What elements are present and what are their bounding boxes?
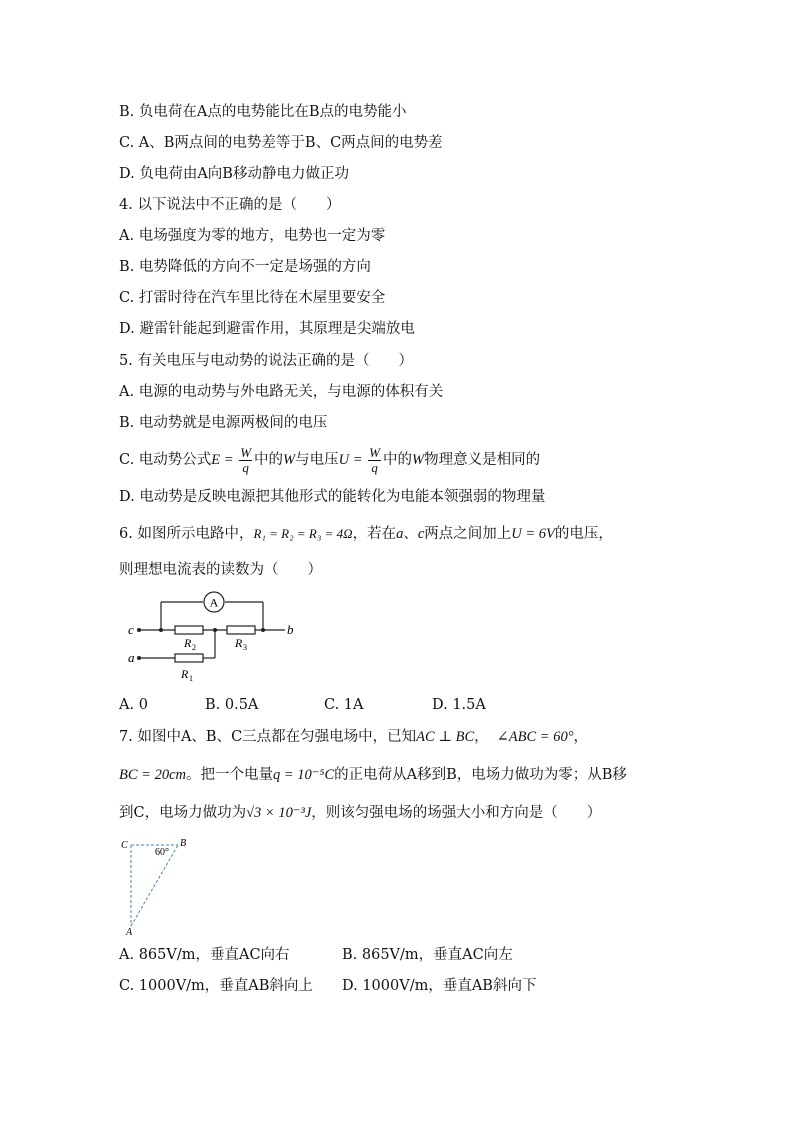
q7-formula-charge: q = 10⁻⁵C [272,767,335,783]
q6-option-b: B. 0.5A [205,697,259,713]
q4-stem: 4. 以下说法中不正确的是（ ） [119,197,341,213]
r3-label: R [235,636,243,650]
r3-subscript: 3 [243,643,247,652]
q6-stem-part3: 、 [403,526,418,542]
q4-option-c: C. 打雷时待在汽车里比待在木屋里要安全 [119,290,386,306]
q7-options-row1 [119,945,513,965]
q7-option-c: C. 1000V/m，垂直AB斜向上 [119,978,313,994]
r1-label: R [181,667,189,681]
point-c-label: C [121,840,128,851]
q7-line3-part2: ，则该匀强电场的场强大小和方向是（ ） [311,805,602,821]
r1-subscript: 1 [189,674,193,683]
q5-text-suffix: 物理意义是相同的 [424,452,541,468]
terminal-c-label: c [128,622,134,637]
q7-line3-part1: 到C，电场力做功为 [119,805,247,821]
q6-stem-part4: 两点之间加上 [424,526,512,542]
fraction-w-over-q-1: $\frac{W}{q}$ [240,444,252,475]
q7-stem-part1: 7. 如图中A、B、C三点都在匀强电场中，已知 [119,729,417,745]
q5-option-a: A. 电源的电动势与外电路无关，与电源的体积有关 [119,384,444,400]
q7-option-d: D. 1000V/m，垂直AB斜向下 [342,978,537,994]
q6-stem-line1 [119,524,613,544]
q7-option-a: A. 865V/m，垂直AC向右 [119,947,290,963]
r2-subscript: 2 [192,643,196,652]
q7-triangle-diagram [118,836,198,938]
fraction-w-over-q-2: $\frac{W}{q}$ [369,444,381,475]
q5-option-b: B. 电动势就是电源两极间的电压 [119,415,328,431]
q3-option-c: C. A、B两点间的电势差等于B、C两点间的电势差 [119,135,443,151]
q6-option-d: D. 1.5A [432,697,486,713]
q6-option-c: C. 1A [324,697,364,713]
q4-option-d: D. 避雷针能起到避雷作用，其原理是尖端放电 [119,321,415,337]
q7-formula-angle: ∠ABC = 60° [496,729,574,745]
q5-option-c: C. 电动势公式E = $\frac{W}{q}$ 中的W与电压U = $\frac{W}{q}$ 中的W物理意义是相同的 [119,444,541,475]
q5-option-d: D. 电动势是反映电源把其他形式的能转化为电能本领强弱的物理量 [119,489,546,505]
point-a-label: A [126,927,133,938]
var-e: E [211,452,221,468]
q4-option-b: B. 电势降低的方向不一定是场强的方向 [119,259,371,275]
q7-stem-end1: ， [573,729,588,745]
q7-stem-line3 [119,803,601,823]
var-w: W [283,452,296,468]
q5-text-mid1: 中的 [254,452,284,468]
q7-formula-perpendicular: AC ⊥ BC [416,729,475,745]
q6-stem-part2: ，若在 [352,526,397,542]
ammeter-label: A [209,595,219,610]
q5-text-mid3: 中的 [383,452,413,468]
q7-option-b: B. 865V/m，垂直AC向左 [342,947,513,963]
q3-option-b: B. 负电荷在A点的电势能比在B点的电势能小 [119,104,407,120]
q6-stem-line2: 则理想电流表的读数为（ ） [119,562,322,578]
q7-formula-bc: BC = 20cm [119,767,186,783]
q5-text-mid2: 与电压 [295,452,339,468]
terminal-a-label: a [128,650,135,665]
q6-stem-part1: 6. 如图所示电路中， [119,526,254,542]
q7-options-row2 [119,976,536,996]
q6-stem-part5: 的电压， [554,526,613,542]
q5-stem: 5. 有关电压与电动势的说法正确的是（ ） [119,353,413,369]
q5-option-c-prefix: C. 电动势公式 [119,452,212,468]
q7-line2-rest: 的正电荷从A移到B，电场力做功为零；从B移 [334,767,627,783]
var-w-2: W [412,452,425,468]
q7-stem-line2 [119,765,627,785]
angle-60-label: 60° [155,847,169,858]
var-a: a [396,526,404,542]
q4-option-a: A. 电场强度为零的地方，电势也一定为零 [119,228,386,244]
q6-formula-voltage: U = 6V [511,526,555,542]
q7-stem-line1 [119,727,588,747]
q7-formula-work: √3 × 10⁻³J [246,805,312,821]
q7-separator: ， [474,729,489,745]
terminal-b-label: b [287,622,294,637]
var-c: c [417,526,425,542]
point-b-label: B [180,838,187,849]
q6-formula-resistances: R₁ = R₂ = R₃ = 4Ω [253,526,353,541]
q6-option-a: A. 0 [119,697,148,713]
q6-circuit-diagram [125,588,305,688]
q3-option-d: D. 负电荷由A向B移动静电力做正功 [119,166,349,182]
q6-options [119,695,486,715]
q7-line2-text: 。把一个电量 [185,767,273,783]
var-u: U [338,452,350,468]
r2-label: R [184,636,192,650]
